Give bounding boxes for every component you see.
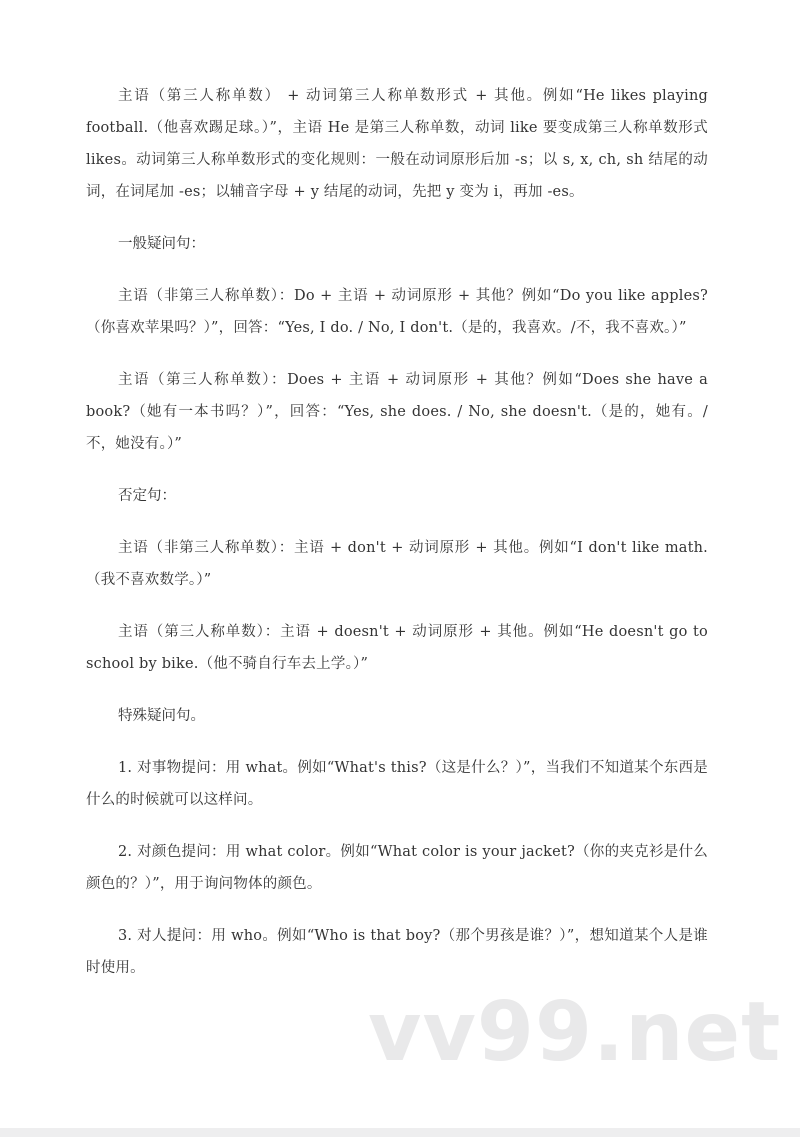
heading-general-question: 一般疑问句： [118,236,205,252]
heading-special-question: 特殊疑问句。 [118,708,205,724]
document-body [86,80,708,1004]
paragraph-dont-negative: 主语（非第三人称单数）：主语 + don't + 动词原形 + 其他。例如“I don't like math.（我不喜欢数学。）” [86,540,708,588]
paragraph-doesnt-negative: 主语（第三人称单数）：主语 + doesn't + 动词原形 + 其他。例如“He doesn't go to school by bike.（他不骑自行车去上学。）” [86,624,708,672]
paragraph-do-question: 主语（非第三人称单数）：Do + 主语 + 动词原形 + 其他？例如“Do you like apples?（你喜欢苹果吗？）”，回答：“Yes, I do. / No, I don't.（是的，我喜欢。/不，我不喜欢。）” [86,288,708,336]
paragraph-who-question: 3. 对人提问：用 who。例如“Who is that boy?（那个男孩是谁？）”，想知道某个人是谁时使用。 [86,928,708,976]
paragraph-what-color-question: 2. 对颜色提问：用 what color。例如“What color is your jacket?（你的夹克衫是什么颜色的？）”，用于询问物体的颜色。 [86,844,708,892]
page-bottom-edge [0,1128,800,1137]
watermark-text: vv99.net [368,985,782,1080]
paragraph-does-question: 主语（第三人称单数）：Does + 主语 + 动词原形 + 其他？例如“Does she have a book?（她有一本书吗？）”，回答：“Yes, she does. / No, she doesn't.（是的，她有。/不，她没有。）” [86,372,708,452]
paragraph-third-person-rule: 主语（第三人称单数） + 动词第三人称单数形式 + 其他。例如“He likes playing football.（他喜欢踢足球。）”，主语 He 是第三人称单数，动词 like 要变成第三人称单数形式 likes。动词第三人称单数形式的变化规则：一般在动词原形后加 -s；以 s, x, ch, sh 结尾的动词，在词尾加 -es；以辅音字母 + y 结尾的动词，先把 y 变为 i，再加 -es。 [86,88,708,200]
heading-negative-sentence: 否定句： [118,488,176,504]
paragraph-what-question: 1. 对事物提问：用 what。例如“What's this?（这是什么？）”，当我们不知道某个东西是什么的时候就可以这样问。 [86,760,708,808]
